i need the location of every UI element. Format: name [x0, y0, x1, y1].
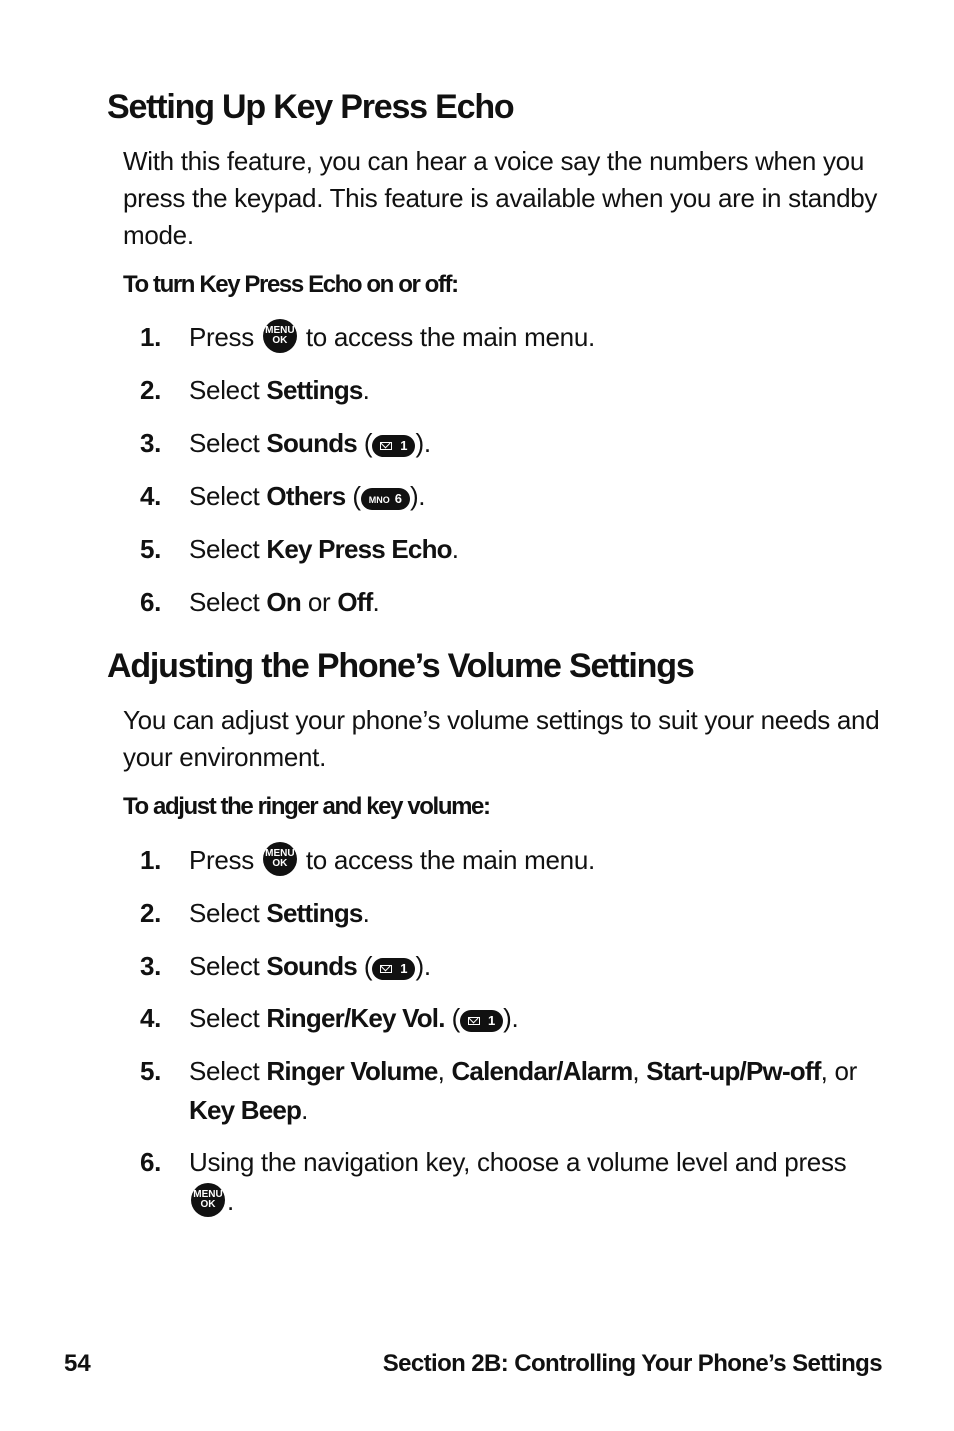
key-6-mno-icon: MNO 6 — [361, 488, 410, 510]
manual-page: Setting Up Key Press Echo With this feature, you can hear a voice say the numbers when you press the keypad. This feature is available when you are in standby mode. To turn Key Press Echo on or off: 1. Press MENU OK to access the main menu. 2. Select Settings. 3. Select Sounds ( 1 ). 4. Select Others ( MNO 6 ). 5. Select Key Press Echo. 6. Select On or Off. Adjusting the Phone’s Volume Settings You can adjust your phone’s volume settings to suit your needs and your environment. To adjust the ringer and key volume: 1. Press MENU OK to access the main menu. 2. Select Settings. 3. Select Sounds ( 1 ). 4. Select Ringer/Key Vol. ( 1 ). 5. Select Ringer Volume, Calendar/Alarm, Start-up/Pw-off, or Key Beep. 6. Using the navigation key, choose a volume level and press MENU OK . 54 Section 2B: Controlling Your Phone’s Settings — [64, 88, 882, 1377]
footer-section-title: Section 2B: Controlling Your Phone’s Settings — [382, 1350, 882, 1377]
page-number: 54 — [64, 1350, 91, 1377]
key-1-envelope-icon: 1 — [460, 1010, 503, 1032]
volume-settings-intro: You can adjust your phone’s volume settings to suit your needs and your environment. — [123, 705, 880, 772]
envelope-icon — [380, 442, 392, 450]
envelope-icon — [468, 1017, 480, 1025]
volume-settings-subheading: To adjust the ringer and key volume: — [123, 793, 490, 820]
menu-ok-key-icon: MENU OK — [263, 842, 297, 876]
key-1-envelope-icon: 1 — [372, 435, 415, 457]
menu-ok-key-icon: MENU OK — [263, 319, 297, 353]
menu-ok-key-icon: MENU OK — [191, 1183, 225, 1217]
envelope-icon — [380, 965, 392, 973]
section-title-key-press-echo: Setting Up Key Press Echo — [107, 88, 514, 126]
key-press-echo-subheading: To turn Key Press Echo on or off: — [123, 271, 458, 298]
key-1-envelope-icon: 1 — [372, 958, 415, 980]
key-press-echo-intro: With this feature, you can hear a voice say the numbers when you press the keypad. This feature is available when you are in standby mode. — [123, 146, 878, 250]
section-title-volume-settings: Adjusting the Phone’s Volume Settings — [107, 647, 694, 685]
